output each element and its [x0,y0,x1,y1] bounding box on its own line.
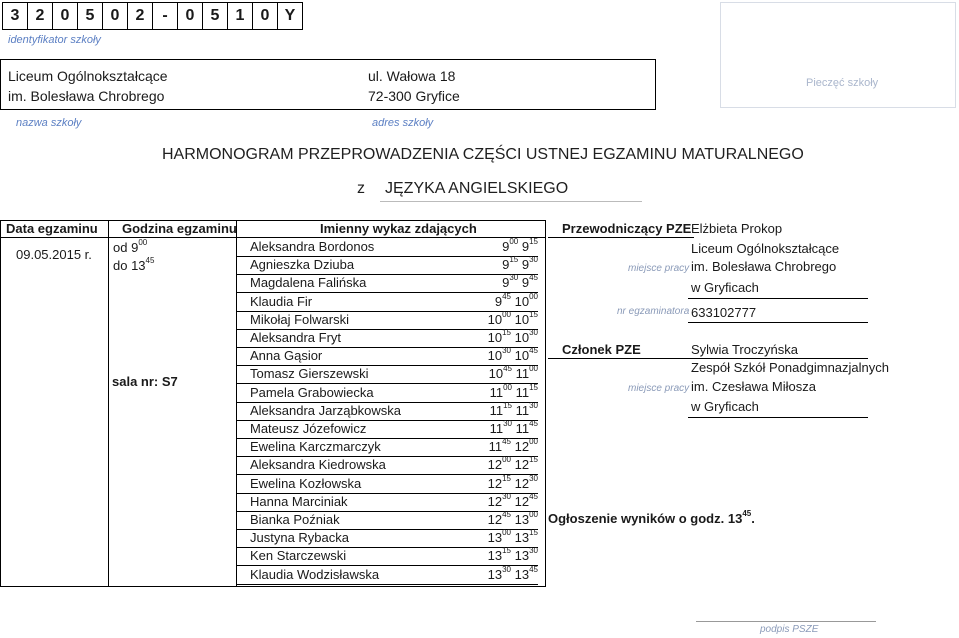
examiner-label: nr egzaminatora [617,306,690,317]
time-start-min: 00 [502,528,511,538]
chair-label-underline [548,237,694,238]
table-row [218,347,538,365]
student-name: Hanna Marciniak [250,493,348,509]
exam-date: 09.05.2015 r. [16,247,92,262]
time-end-hour: 11 [515,384,530,400]
time-end-min: 00 [529,291,538,301]
school-id-char: 5 [77,2,103,30]
time-end-hour: 10 [514,330,530,345]
table-row [218,475,538,493]
time-from-label: od 9 [113,240,139,255]
time-end-min: 30 [529,400,538,410]
time-end-min: 45 [529,564,538,574]
chair-place-line2: im. Bolesława Chrobrego [691,259,837,274]
school-name-line1: Liceum Ogólnokształcące [8,68,168,84]
time-start-min: 45 [502,437,511,447]
time-start-hour: 9 [494,293,503,309]
student-time [488,530,538,545]
student-time [487,309,538,327]
time-end-hour: 9 [521,239,530,254]
time-to-sup: 45 [145,256,155,265]
student-name: Klaudia Wodzisławska [250,566,380,582]
table-row [218,384,538,402]
header-date: Data egzaminu [6,221,98,236]
table-row [218,365,538,383]
time-start-min: 15 [502,328,511,337]
time-end-min: 45 [529,273,538,283]
table-row [218,511,538,529]
student-time [502,275,538,290]
school-name-line2: im. Bolesława Chrobrego [8,88,165,104]
time-start-min: 15 [502,546,511,556]
student-name: Justyna Rybacka [250,530,349,546]
table-row [218,529,538,547]
student-name: Aleksandra Fryt [250,330,342,345]
time-end-hour: 13 [514,530,530,546]
time-end-hour: 12 [514,475,530,491]
student-time [490,421,538,436]
student-name: Bianka Poźniak [250,512,340,527]
results-dot: . [751,511,755,526]
time-end-min: 15 [529,237,538,246]
time-end-hour: 13 [514,548,530,564]
time-end-hour: 9 [521,257,530,273]
school-name [8,66,168,106]
school-id-label: identyfikator szkoły [8,34,101,46]
student-time [488,512,538,527]
time-start-min: 30 [502,491,511,501]
time-from-sup: 00 [138,238,148,247]
member-place-line2: im. Czesława Miłosza [691,379,816,394]
student-time [489,382,538,400]
stamp-box [720,2,956,108]
time-start-min: 45 [502,510,511,519]
time-start-min: 15 [503,400,512,410]
time-end-min: 45 [529,346,538,356]
time-end-min: 45 [529,419,538,428]
school-address-line2: 72-300 Gryfice [368,88,460,104]
student-time [494,291,538,309]
table-row [218,438,538,456]
row-divider [236,584,538,585]
time-start-hour: 12 [487,512,503,527]
student-time [488,348,538,363]
time-end-hour: 13 [514,512,530,527]
time-start-hour: 13 [487,566,503,582]
chair-name: Elżbieta Prokop [691,221,783,236]
student-name: Klaudia Fir [250,293,313,309]
time-end-hour: 11 [515,402,530,418]
student-time [489,439,538,454]
table-row [218,420,538,438]
school-id-char: 0 [52,2,78,30]
results-announcement [548,511,755,526]
time-start-hour: 11 [488,439,503,455]
time-end-hour: 9 [521,275,530,291]
member-place-line3: w Gryficach [691,399,759,414]
time-end-min: 00 [529,364,538,374]
time-start-hour: 11 [489,421,504,436]
member-name: Sylwia Troczyńska [691,342,798,357]
time-start-hour: 10 [488,366,504,382]
time-end-min: 15 [529,528,538,538]
student-name: Aleksandra Kiedrowska [250,457,386,473]
subject-title: JĘZYKA ANGIELSKIEGO [385,180,569,197]
member-label: Członek PZE [562,342,641,357]
time-start-min: 00 [502,309,511,319]
time-start-hour: 10 [487,348,503,364]
school-id-char: 1 [227,2,253,30]
student-time [502,239,538,254]
member-place-underline [688,417,868,418]
time-start-hour: 13 [487,548,503,564]
student-name: Magdalena Falińska [250,275,367,291]
school-id-char: 0 [177,2,203,30]
student-name: Anna Gąsior [250,348,323,364]
school-id-char: 5 [202,2,228,30]
table-bottom-line [0,586,546,587]
time-start-min: 30 [509,273,519,283]
time-start-hour: 12 [487,493,503,509]
student-time [488,330,538,345]
chair-place-line3: w Gryficach [691,280,759,295]
table-row [218,566,538,584]
stamp-label: Pieczęć szkoły [806,77,879,89]
time-end-hour: 12 [514,493,530,509]
chair-place-underline [688,298,868,299]
student-time [489,366,538,381]
time-end-min: 30 [529,546,538,556]
time-start-hour: 9 [502,275,510,291]
time-start-min: 00 [502,455,511,465]
time-start-hour: 11 [489,384,504,400]
school-id-char: 0 [102,2,128,30]
table-row [218,256,538,274]
time-start-hour: 9 [502,257,510,273]
school-id-boxes [2,2,302,30]
subject-underline [380,201,642,202]
student-name: Pamela Grabowiecka [250,384,374,400]
time-start-hour: 11 [489,402,504,418]
page-title: HARMONOGRAM PRZEPROWADZENIA CZĘŚCI USTNEJ EGZAMINU MATURALNEGO [162,146,804,163]
student-name: Mikołaj Folwarski [250,311,349,327]
time-start-min: 30 [502,346,511,356]
time-end-min: 45 [529,491,538,501]
time-start-min: 15 [502,473,511,483]
time-end-hour: 11 [515,421,530,436]
time-end-min: 15 [529,309,538,319]
student-time [487,491,538,509]
time-start-hour: 13 [487,530,503,546]
time-from [113,240,147,255]
time-end-min: 15 [529,455,538,465]
time-start-hour: 12 [487,457,503,473]
signature-label: podpis PSZE [760,624,819,635]
time-start-min: 00 [509,237,519,246]
room-number: sala nr: S7 [112,374,178,389]
member-label-underline [548,358,688,359]
time-end-min: 00 [529,437,538,447]
time-end-min: 00 [529,510,538,519]
time-end-hour: 10 [514,348,530,364]
student-name: Ken Starczewski [250,548,347,564]
time-end-hour: 11 [515,366,530,382]
chair-place-label: miejsce pracy [628,263,690,274]
table-row [218,547,538,565]
time-start-min: 45 [503,364,512,374]
time-start-hour: 10 [487,330,503,345]
time-start-hour: 10 [487,311,503,327]
table-row [218,456,538,474]
table-row [218,402,538,420]
school-id-char: - [152,2,178,30]
student-name: Aleksandra Jarząbkowska [250,402,402,418]
time-end-hour: 13 [514,566,530,582]
school-address-line1: ul. Wałowa 18 [368,68,456,84]
school-id-char: 0 [252,2,278,30]
signature-line [696,621,876,622]
time-end-hour: 10 [514,311,530,327]
table-left-line [0,220,1,587]
member-name-underline [688,358,868,359]
time-start-min: 30 [503,419,512,428]
table-row [218,293,538,311]
student-time [488,548,538,563]
time-end-hour: 10 [514,293,530,309]
school-id-char: Y [277,2,303,30]
student-time [502,257,538,272]
results-sup: 45 [742,509,752,518]
school-name-label: nazwa szkoły [16,117,82,129]
student-name: Tomasz Gierszewski [250,366,369,382]
title-z: z [357,180,365,197]
chair-label: Przewodniczący PZE [562,221,692,236]
school-address [368,66,460,106]
student-time [488,457,538,472]
table-row [218,238,538,256]
table-row [218,311,538,329]
time-start-min: 45 [502,291,511,301]
student-name: Ewelina Karczmarczyk [250,439,381,455]
student-name: Mateusz Józefowicz [250,421,367,436]
student-time [487,473,538,491]
time-start-min: 15 [509,255,519,265]
student-name: Agnieszka Dziuba [250,257,355,273]
table-right-line [545,220,546,587]
member-place-label: miejsce pracy [628,383,690,394]
table-row [218,493,538,511]
chair-place-line1: Liceum Ogólnokształcące [691,241,840,256]
time-end-min: 30 [529,473,538,483]
table-col-line-1 [108,220,109,587]
examiner-underline [688,322,868,323]
table-row [218,329,538,347]
time-start-hour: 9 [502,239,510,254]
member-place-line1: Zespół Szkół Ponadgimnazjalnych [691,360,889,375]
examiner-number: 633102777 [691,305,757,320]
school-id-char: 3 [2,2,28,30]
table-row [218,274,538,292]
time-end-min: 30 [529,255,538,265]
student-name: Aleksandra Bordonos [250,239,375,254]
time-start-min: 30 [502,564,511,574]
results-text: Ogłoszenie wyników o godz. 13 [548,511,743,526]
school-id-char: 2 [127,2,153,30]
time-start-min: 00 [503,382,512,392]
header-time: Godzina egzaminu [122,221,237,236]
time-end-min: 15 [529,382,538,392]
time-end-hour: 12 [514,457,530,473]
school-id-char: 2 [27,2,53,30]
time-end-hour: 12 [514,439,530,455]
time-to [113,258,154,273]
time-start-hour: 12 [487,475,503,491]
header-list: Imienny wykaz zdających [320,221,477,236]
school-address-label: adres szkoły [372,117,434,129]
student-name: Ewelina Kozłowska [250,475,362,491]
student-time [487,564,538,582]
time-to-label: do 13 [113,258,146,273]
student-time [489,400,538,418]
time-end-min: 30 [529,328,538,337]
